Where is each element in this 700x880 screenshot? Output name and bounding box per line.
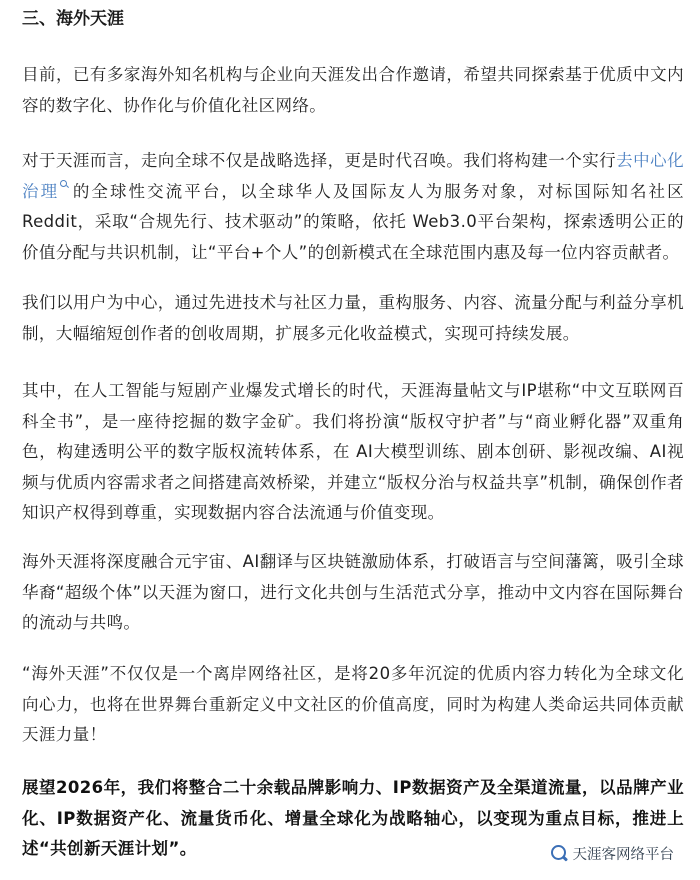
watermark-text: 天涯客网络平台 (572, 846, 674, 863)
paragraph-global-strategy-rest: 的全球性交流平台，以全球华人及国际友人为服务对象，对标国际知名社区Reddit，采取“合规先行、技术驱动”的策略，依托 Web3.0平台架构，探索透明公正的价值分配与共识机制，让“平台+个人”的创新模式在全球范围内惠及每一位内容贡献者。 (22, 181, 684, 262)
section-title: 三、海外天涯 (22, 9, 124, 29)
paragraph-global-strategy (22, 146, 684, 268)
paragraph-offshore-community: “海外天涯”不仅仅是一个离岸网络社区，是将20多年沉淀的优质内容力转化为全球文化向心力，也将在世界舞台重新定义中文社区的价值高度，同时为构建人类命运共同体贡献天涯力量！ (22, 664, 684, 744)
paragraph-partners: 目前，已有多家海外知名机构与企业向天涯发出合作邀请，希望共同探索基于优质中文内容的数字化、协作化与价值化社区网络。 (22, 65, 684, 115)
paragraph-outlook-2026: 展望2026年，我们将整合二十余载品牌影响力、IP数据资产及全渠道流量，以品牌产业化、IP数据资产化、流量货币化、增量全球化为战略轴心，以变现为重点目标，推进上述“共创新天涯计划”。 (22, 778, 684, 858)
search-icon (551, 845, 567, 861)
paragraph-global-strategy-lead: 对于天涯而言，走向全球不仅是战略选择，更是时代召唤。我们将构建一个实行 (22, 151, 617, 170)
paragraph-ip-copyright: 其中，在人工智能与短剧产业爆发式增长的时代，天涯海量帖文与IP堪称“中文互联网百科全书”，是一座待挖掘的数字金矿。我们将扮演“版权守护者”与“商业孵化器”双重角色，构建透明公平的数字版权流转体系，在 AI大模型训练、剧本创研、影视改编、AI视频与优质内容需求者之间搭建高效桥梁，并建立“版权分治与权益共享”机制，确保创作者知识产权得到尊重，实现数据内容合法流通与价值变现。 (22, 381, 684, 522)
platform-watermark (543, 838, 687, 868)
search-icon (60, 180, 69, 189)
paragraph-user-centered: 我们以用户为中心，通过先进技术与社区力量，重构服务、内容、流量分配与利益分享机制，大幅缩短创作者的创收周期，扩展多元化收益模式，实现可持续发展。 (22, 293, 684, 343)
paragraph-overseas-fusion: 海外天涯将深度融合元宇宙、AI翻译与区块链激励体系，打破语言与空间藩篱，吸引全球华裔“超级个体”以天涯为窗口，进行文化共创与生活范式分享，推动中文内容在国际舞台的流动与共鸣。 (22, 552, 684, 632)
decentralized-governance-link-text: 去中心化治理 (22, 151, 685, 201)
